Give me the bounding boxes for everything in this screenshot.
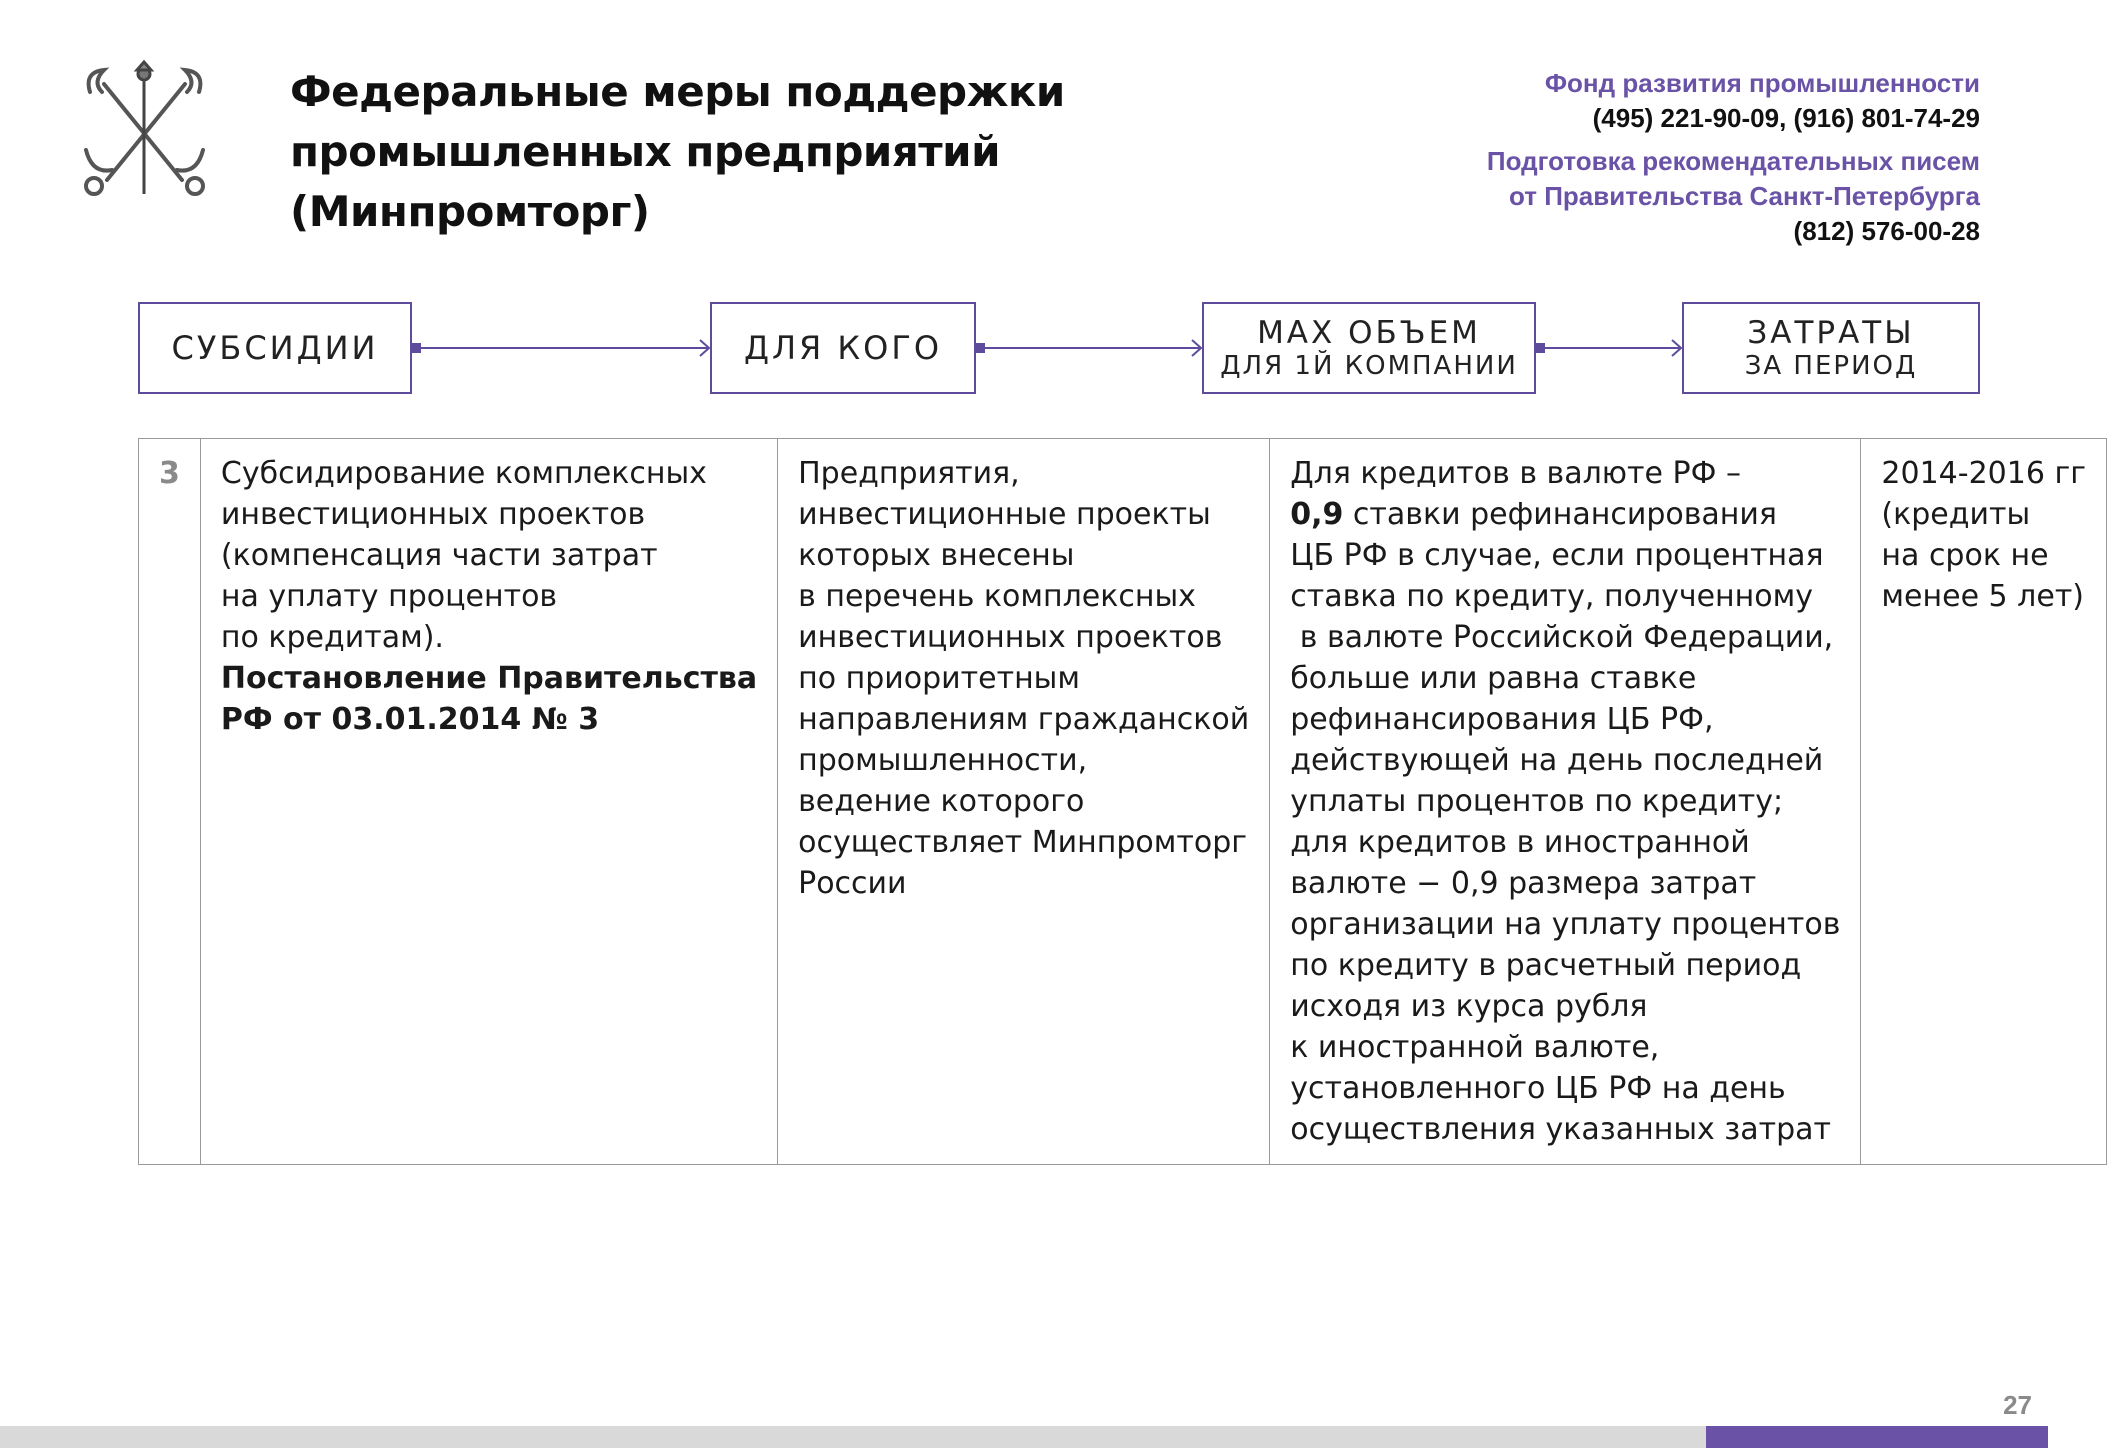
cell-period <box>1861 439 2107 1165</box>
cell-line: действующей на день последней <box>1290 743 1824 778</box>
cell-line-rest: ставки рефинансирования <box>1343 497 1777 532</box>
cell-line: промышленности, <box>798 743 1088 778</box>
cell-line: по кредиту в расчетный период <box>1290 948 1802 983</box>
cell-line: установленного ЦБ РФ на день <box>1290 1071 1786 1106</box>
flow-box-subsidies <box>138 302 412 394</box>
flow-box-sublabel: ЗА ПЕРИОД <box>1744 351 1918 381</box>
page-number: 27 <box>2003 1390 2032 1420</box>
st-petersburg-coat-of-arms-icon <box>82 62 207 202</box>
cell-line: больше или равна ставке <box>1290 661 1697 696</box>
cell-line: рефинансирования ЦБ РФ, <box>1290 702 1714 737</box>
flow-box-label: MAX ОБЪЕМ <box>1257 315 1481 351</box>
support-measures-table <box>138 438 2107 1165</box>
fund-name: Фонд развития промышленности <box>1544 68 1980 98</box>
cell-line: на уплату процентов <box>220 579 558 614</box>
cell-line: по приоритетным <box>798 661 1081 696</box>
flow-box-sublabel: ДЛЯ 1Й КОМПАНИИ <box>1220 351 1518 381</box>
cell-line: ведение которого <box>798 784 1085 819</box>
cell-line: осуществляет Минпромторг <box>798 825 1248 860</box>
cell-line: по кредитам). <box>220 620 444 655</box>
page-title-line: промышленных предприятий <box>290 127 1000 176</box>
cell-line: исходя из курса рубля <box>1290 989 1648 1024</box>
page-title <box>290 62 1190 242</box>
flow-arrow <box>1534 302 1686 392</box>
cell-line: (кредиты <box>1881 497 2031 532</box>
flow-box-max-volume <box>1202 302 1536 394</box>
cell-line: в валюте Российской Федерации, <box>1290 620 1834 655</box>
cell-line: менее 5 лет) <box>1881 579 2084 614</box>
flow-box-label: ДЛЯ КОГО <box>743 329 943 367</box>
fund-phones: (495) 221-90-09, (916) 801-74-29 <box>1592 103 1980 133</box>
cell-line: Для кредитов в валюте РФ – <box>1290 456 1741 491</box>
flow-box-label: СУБСИДИИ <box>171 329 379 367</box>
flow-box-for-whom <box>710 302 976 394</box>
rate-multiplier: 0,9 <box>1290 497 1344 532</box>
recommendation-phone: (812) 576-00-28 <box>1793 216 1980 246</box>
cell-line: которых внесены <box>798 538 1075 573</box>
cell-line: осуществления указанных затрат <box>1290 1112 1832 1147</box>
contacts-block <box>1280 66 1980 249</box>
cell-line: 2014-2016 гг <box>1881 456 2086 491</box>
flow-arrow <box>410 302 714 392</box>
flow-box-label: ЗАТРАТЫ <box>1747 315 1915 351</box>
flow-box-costs <box>1682 302 1980 394</box>
cell-line: к иностранной валюте, <box>1290 1030 1660 1065</box>
cell-line: инвестиционные проекты <box>798 497 1211 532</box>
cell-line: ЦБ РФ в случае, если процентная <box>1290 538 1824 573</box>
cell-line: Субсидирование комплексных <box>220 456 707 491</box>
recommendation-line: от Правительства Санкт-Петербурга <box>1509 181 1980 211</box>
recommendation-line: Подготовка рекомендательных писем <box>1486 146 1980 176</box>
cell-line: Предприятия, <box>798 456 1020 491</box>
cell-line <box>1290 494 1840 535</box>
flow-arrow <box>974 302 1206 392</box>
cell-line: инвестиционных проектов <box>220 497 646 532</box>
cell-line: на срок не <box>1881 538 2049 573</box>
footer-accent-bar <box>1706 1426 2048 1448</box>
resolution-reference: Постановление Правительства <box>220 661 758 696</box>
table-row <box>139 439 2107 1165</box>
cell-line: для кредитов в иностранной <box>1290 825 1750 860</box>
cell-line: ставка по кредиту, полученному <box>1290 579 1814 614</box>
row-number: 3 <box>139 439 201 1165</box>
cell-line: России <box>798 866 907 901</box>
cell-line: (компенсация части затрат <box>220 538 658 573</box>
cell-line: инвестиционных проектов <box>798 620 1223 655</box>
cell-line: организации на уплату процентов <box>1290 907 1841 942</box>
cell-line: направлениям гражданской <box>798 702 1250 737</box>
cell-line: валюте − 0,9 размера затрат <box>1290 866 1757 901</box>
page-title-line: (Минпромторг) <box>290 187 650 236</box>
page-title-line: Федеральные меры поддержки <box>290 67 1065 116</box>
resolution-reference: РФ от 03.01.2014 № 3 <box>220 702 600 737</box>
cell-line: в перечень комплексных <box>798 579 1196 614</box>
cell-recipient <box>778 439 1270 1165</box>
cell-subsidy <box>200 439 777 1165</box>
cell-max-volume <box>1270 439 1861 1165</box>
cell-line: уплаты процентов по кредиту; <box>1290 784 1784 819</box>
